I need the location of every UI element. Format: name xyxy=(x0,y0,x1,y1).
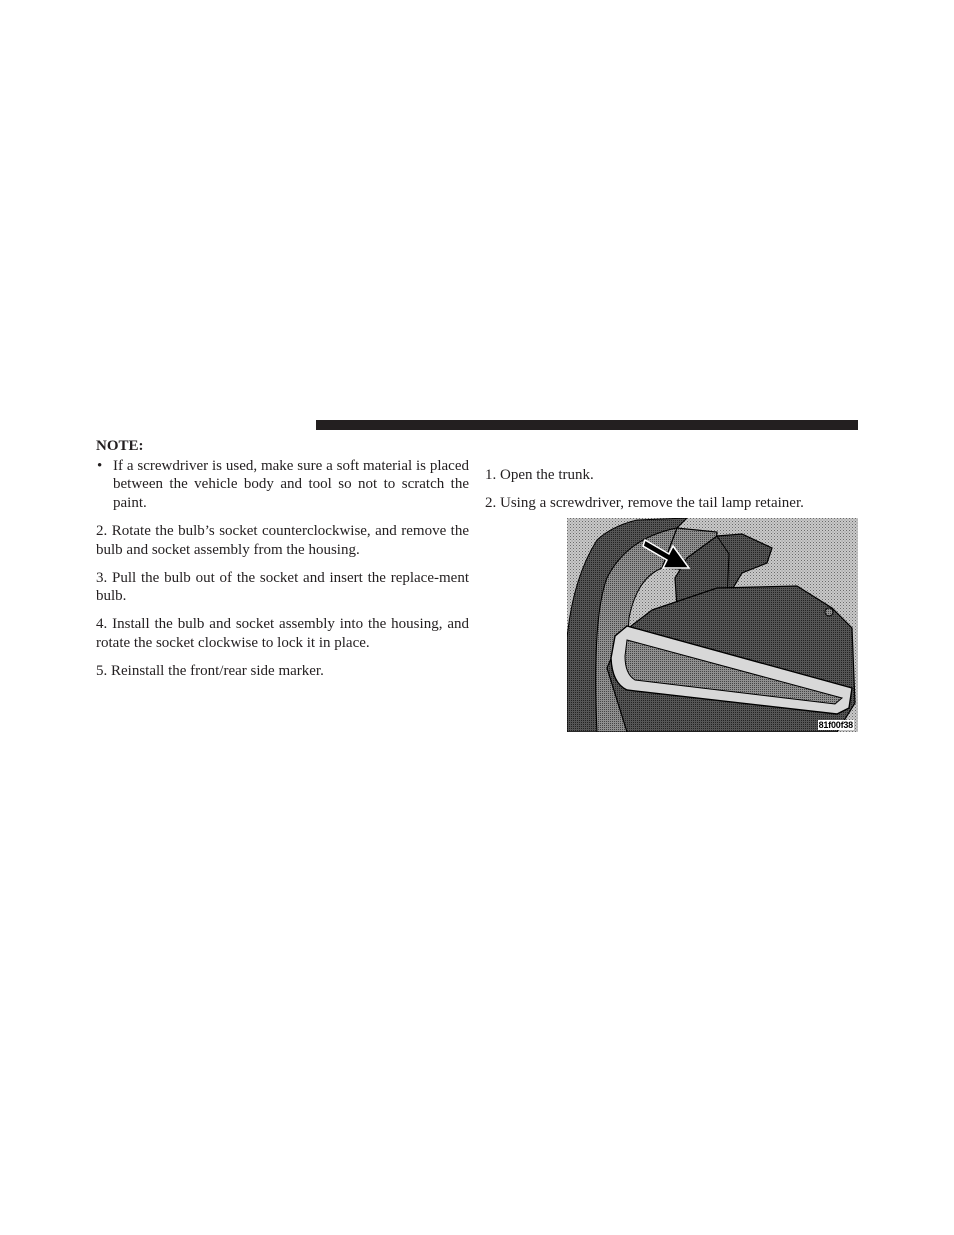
step-reinstall-marker: 5. Reinstall the front/rear side marker. xyxy=(96,662,324,679)
section-header-rule xyxy=(316,420,858,430)
note-bullet-text: If a screwdriver is used, make sure a soft material is placed between the vehicle body and tool so not to scratch the paint. xyxy=(113,457,469,511)
bullet-icon: • xyxy=(97,457,103,474)
note-heading: NOTE: xyxy=(96,438,144,454)
figure-code-label: 81f00f38 xyxy=(818,720,853,730)
tail-lamp-retainer-figure xyxy=(567,518,858,732)
step-open-trunk: 1. Open the trunk. xyxy=(485,467,594,483)
step-pull-bulb: 3. Pull the bulb out of the socket and insert the replace-ment bulb. xyxy=(96,569,469,604)
step-rotate-socket: 2. Rotate the bulb’s socket counterclockwise, and remove the bulb and socket assembly from the housing. xyxy=(96,523,469,558)
right-column xyxy=(485,466,858,522)
tail-lamp-illustration xyxy=(567,518,858,732)
note-bullet xyxy=(96,457,469,513)
step-remove-retainer: 2. Using a screwdriver, remove the tail lamp retainer. xyxy=(485,495,804,511)
left-column xyxy=(96,437,469,690)
step-install-bulb: 4. Install the bulb and socket assembly into the housing, and rotate the socket clockwise to lock it in place. xyxy=(96,616,469,651)
